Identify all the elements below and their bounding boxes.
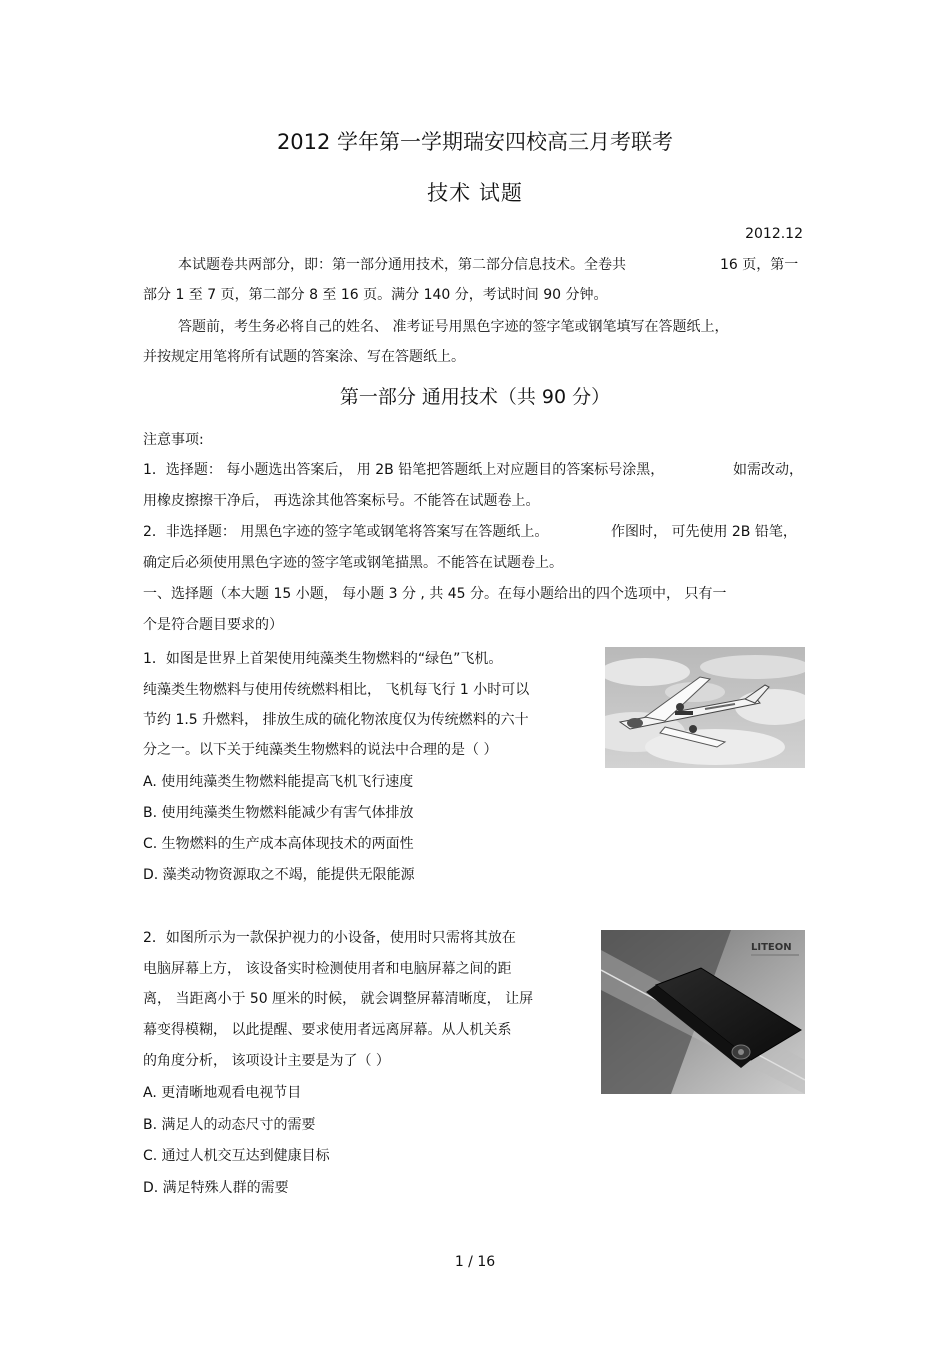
page-number: 1 / 16: [454, 1254, 496, 1270]
device-brand-text: LITEON: [751, 942, 792, 953]
q2-stem-line4: 幕变得模糊， 以此提醒、要求使用者远离屏幕。从人机关系: [143, 1022, 512, 1038]
q1-option-b: B. 使用纯藻类生物燃料能减少有害气体排放: [143, 805, 414, 821]
intro-p1-line2: 部分 1 至 7 页，第二部分 8 至 16 页。满分 140 分，考试时间 90 分钟。: [143, 287, 608, 303]
intro-p2-line2: 并按规定用笔将所有试题的答案涂、写在答题纸上。: [143, 349, 465, 365]
part-one-heading: 第一部分 通用技术（共 90 分）: [339, 386, 611, 408]
q1-option-d: D. 藻类动物资源取之不竭，能提供无限能源: [143, 867, 415, 883]
q2-stem-line5: 的角度分析， 该项设计主要是为了（ ）: [143, 1053, 390, 1069]
q2-option-d: D. 满足特殊人群的需要: [143, 1180, 289, 1196]
notice-title: 注意事项:: [143, 432, 204, 448]
notice1-line1-end: 如需改动，: [733, 462, 803, 478]
notice2-line1-end: 作图时， 可先使用 2B 铅笔，: [611, 524, 797, 540]
q2-stem-line2: 电脑屏幕上方， 该设备实时检测使用者和电脑屏幕之间的距: [143, 961, 512, 977]
q2-option-a: A. 更清晰地观看电视节目: [143, 1085, 302, 1101]
eye-protection-device-image: [601, 930, 805, 1094]
airplane-image: [605, 647, 805, 768]
notice2-line2: 确定后必须使用黑色字迹的签字笔或钢笔描黑。不能答在试题卷上。: [143, 555, 563, 571]
q1-stem-line4: 分之一。以下关于纯藻类生物燃料的说法中合理的是（ ）: [143, 742, 498, 758]
document-title: 2012 学年第一学期瑞安四校高三月考联考: [276, 130, 674, 154]
document-subtitle: 技术 试题: [427, 181, 523, 205]
q2-option-b: B. 满足人的动态尺寸的需要: [143, 1117, 316, 1133]
q2-option-c: C. 通过人机交互达到健康目标: [143, 1148, 330, 1164]
q1-option-a: A. 使用纯藻类生物燃料能提高飞机飞行速度: [143, 774, 414, 790]
section-line1: 一、选择题（本大题 15 小题， 每小题 3 分 , 共 45 分。在每小题给出的四个选项中， 只有一: [143, 586, 727, 602]
notice1-line2: 用橡皮擦擦干净后， 再选涂其他答案标号。不能答在试题卷上。: [143, 493, 540, 509]
q1-stem-line1: 1．如图是世界上首架使用纯藻类生物燃料的“绿色”飞机。: [143, 651, 503, 667]
intro-p1-line1-pages: 16 页，第一: [720, 257, 799, 273]
section-line2: 个是符合题目要求的）: [143, 617, 283, 633]
q1-stem-line3: 节约 1.5 升燃料， 排放生成的硫化物浓度仅为传统燃料的六十: [143, 712, 529, 728]
notice1-line1: 1．选择题： 每小题选出答案后， 用 2B 铅笔把答题纸上对应题目的答案标号涂黑，: [143, 462, 665, 478]
intro-p1-line1: 本试题卷共两部分，即：第一部分通用技术，第二部分信息技术。全卷共: [178, 257, 626, 273]
q2-stem-line3: 离， 当距离小于 50 厘米的时候， 就会调整屏幕清晰度， 让屏: [143, 991, 534, 1007]
notice2-line1: 2．非选择题： 用黑色字迹的签字笔或钢笔将答案写在答题纸上。: [143, 524, 549, 540]
q1-option-c: C. 生物燃料的生产成本高体现技术的两面性: [143, 836, 414, 852]
q1-stem-line2: 纯藻类生物燃料与使用传统燃料相比， 飞机每飞行 1 小时可以: [143, 682, 530, 698]
document-date: 2012.12: [745, 226, 803, 242]
q2-stem-line1: 2．如图所示为一款保护视力的小设备，使用时只需将其放在: [143, 930, 516, 946]
intro-p2-line1: 答题前，考生务必将自己的姓名、 准考证号用黑色字迹的签字笔或钢笔填写在答题纸上，: [178, 319, 729, 335]
